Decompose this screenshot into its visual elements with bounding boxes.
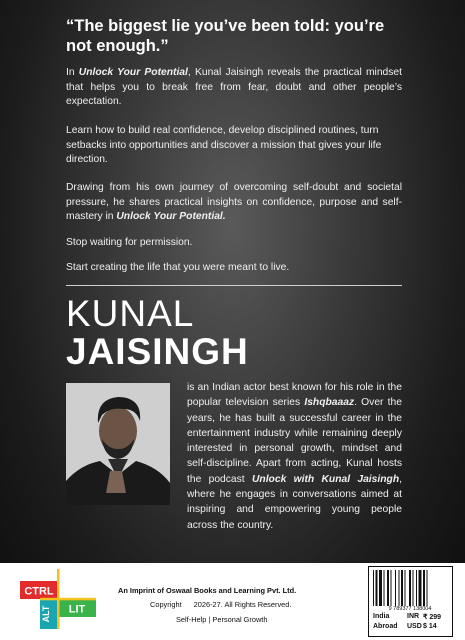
- divider: [66, 285, 402, 286]
- barcode-box: 9 789377 138004 India INR ₹ 299 Abroad USD $ 14: [368, 566, 453, 637]
- series-title: Ishqbaaaz: [304, 397, 355, 409]
- footer: [0, 563, 465, 640]
- logo-ctrl: CTRL: [24, 585, 54, 598]
- cover-quote: “The biggest lie you’ve been told: you’re not enough.”: [66, 17, 385, 55]
- blurb-paragraph-1: In Unlock Your Potential, Kunal Jaisingh reveals the practical mindset that helps you to break free from fear, doubt and other people’s expectation.: [66, 67, 403, 107]
- logo-alt: ALT: [41, 605, 51, 623]
- author-photo: [66, 383, 170, 505]
- author-bio: is an Indian actor best known for his role in the popular television series Ishqbaaaz. Over the years, he has built a successful career in the entertainment industry while remaining deeply interested in personal growth, mindset and self-discipline. Apart from acting, Kunal hosts the podcast Unlock with Kunal Jaisingh, where he engages in conversations aimed at inspiring and empowering young people across the country.: [187, 382, 403, 531]
- book-title: Unlock Your Potential.: [116, 211, 226, 222]
- genre-line: Self-Help | Personal Growth: [176, 615, 268, 624]
- blurb-paragraph-3: Drawing from his own journey of overcoming self-doubt and societal pressure, he shares practical insights on confidence, purpose and self-mastery in Unlock Your Potential.: [66, 182, 402, 222]
- logo-lit: LIT: [68, 603, 86, 616]
- copyright-line: Copyright 2026-27. All Rights Reserved.: [150, 600, 292, 609]
- blurb-paragraph-4: Stop waiting for permission.: [66, 237, 193, 248]
- book-title: Unlock Your Potential: [78, 67, 188, 78]
- isbn-number: 9 789377 138004: [388, 606, 432, 612]
- podcast-title: Unlock with Kunal Jaisingh: [251, 473, 400, 485]
- blurb-paragraph-5: Start creating the life that you were meant to live.: [66, 262, 290, 273]
- author-first-name: KUNAL: [66, 293, 195, 334]
- barcode: [373, 570, 447, 606]
- imprint-line: An Imprint of Oswaal Books and Learning Pvt. Ltd.: [118, 586, 297, 595]
- blurb-paragraph-2: Learn how to build real confidence, develop disciplined routines, turn setbacks into opportunities and discover a mission that gives your life direction.: [66, 125, 382, 165]
- publisher-logo: [20, 569, 100, 629]
- author-last-name: JAISINGH: [66, 331, 249, 372]
